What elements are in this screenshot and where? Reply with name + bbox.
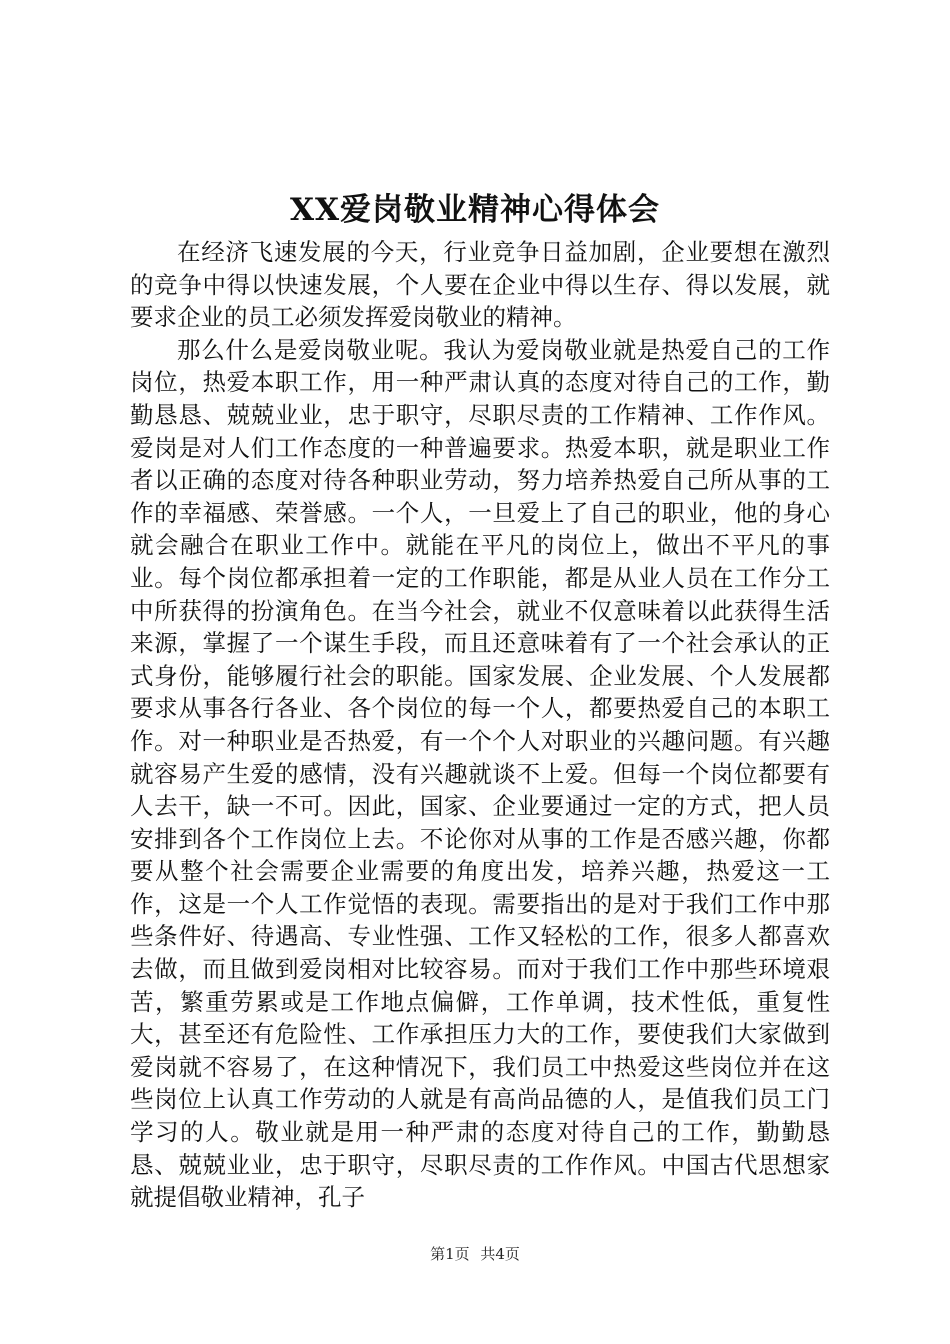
page-footer bbox=[0, 1244, 950, 1264]
paragraph: 在经济飞速发展的今天，行业竞争日益加剧，企业要想在激烈的竞争中得以快速发展，个人要在企业中得以生存、得以发展，就要求企业的员工必须发挥爱岗敬业的精神。 bbox=[130, 238, 830, 332]
document-title: XX爱岗敬业精神心得体会 bbox=[289, 192, 661, 228]
page-total: 共4页 bbox=[480, 1245, 520, 1263]
paragraph: 那么什么是爱岗敬业呢。我认为爱岗敬业就是热爱自己的工作岗位，热爱本职工作，用一种严肃认真的态度对待自己的工作，勤勤恳恳、兢兢业业，忠于职守，尽职尽责的工作精神、工作作风。爱岗是对人们工作态度的一种普遍要求。热爱本职，就是职业工作者以正确的态度对待各种职业劳动，努力培养热爱自己所从事的工作的幸福感、荣誉感。一个人，一旦爱上了自己的职业，他的身心就会融合在职业工作中。就能在平凡的岗位上，做出不平凡的事业。每个岗位都承担着一定的工作职能，都是从业人员在工作分工中所获得的扮演角色。在当今社会，就业不仅意味着以此获得生活来源，掌握了一个谋生手段，而且还意味着有了一个社会承认的正式身份，能够履行社会的职能。国家发展、企业发展、个人发展都要求从事各行各业、各个岗位的每一个人，都要热爱自己的本职工作。对一种职业是否热爱，有一个个人对职业的兴趣问题。有兴趣就容易产生爱的感情，没有兴趣就谈不上爱。但每一个岗位都要有人去干，缺一不可。因此，国家、企业要通过一定的方式，把人员安排到各个工作岗位上去。不论你对从事的工作是否感兴趣，你都要从整个社会需要企业需要的角度出发，培养兴趣，热爱这一工作，这是一个人工作觉悟的表现。需要指出的是对于我们工作中那些条件好、待遇高、专业性强、工作又轻松的工作，很多人都喜欢去做，而且做到爱岗相对比较容易。而对于我们工作中那些环境艰苦，繁重劳累或是工作地点偏僻，工作单调，技术性低，重复性大，甚至还有危险性、工作承担压力大的工作，要使我们大家做到爱岗就不容易了，在这种情况下，我们员工中热爱这些岗位并在这些岗位上认真工作劳动的人就是有高尚品德的人，是值我们员工门学习的人。敬业就是用一种严肃的态度对待自己的工作，勤勤恳恳、兢兢业业，忠于职守，尽职尽责的工作作风。中国古代思想家就提倡敬业精神，孔子 bbox=[130, 335, 830, 1212]
page-number: 第1页 bbox=[430, 1245, 470, 1263]
document-body bbox=[130, 236, 830, 1214]
